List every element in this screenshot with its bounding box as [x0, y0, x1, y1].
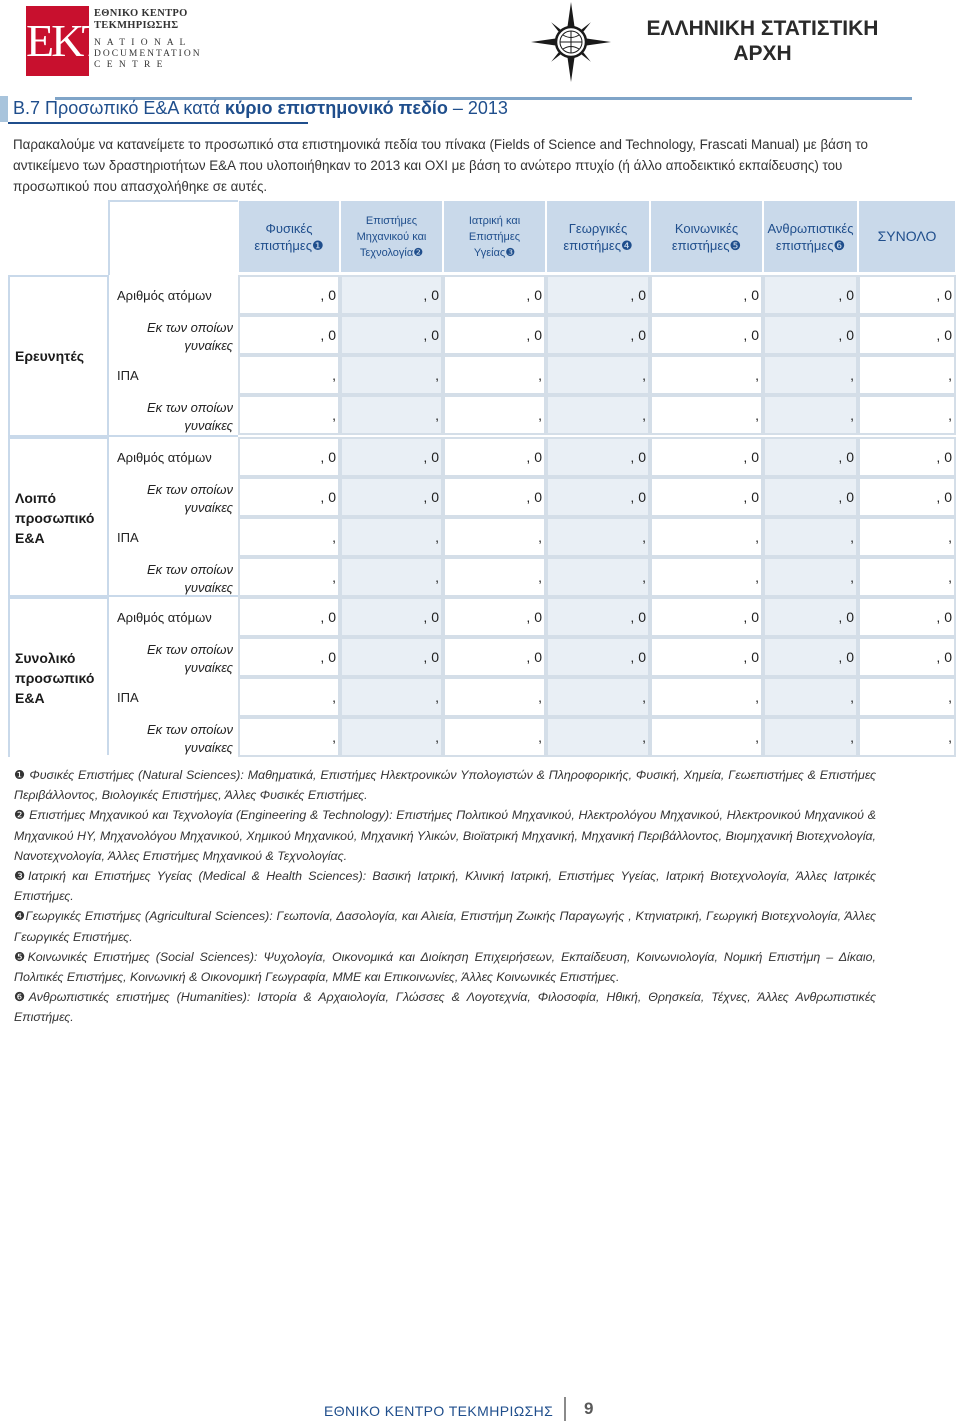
value-field[interactable]: , 0 — [546, 637, 650, 677]
value-field[interactable]: , — [238, 677, 340, 717]
value-field[interactable]: , 0 — [858, 637, 956, 677]
value-field[interactable]: , — [340, 517, 443, 557]
value-field[interactable]: , 0 — [238, 597, 340, 637]
value-field[interactable]: , — [238, 717, 340, 757]
column-header-line: ΣΥΝΟΛΟ — [877, 228, 937, 244]
row-label-women: Εκ των οποίων γυναίκες — [108, 637, 238, 677]
value-field[interactable]: , 0 — [650, 597, 763, 637]
value-field[interactable]: , 0 — [340, 477, 443, 517]
row-label-women: Εκ των οποίων γυναίκες — [108, 557, 238, 597]
value-field[interactable]: , — [546, 717, 650, 757]
column-header — [340, 200, 443, 275]
value-field[interactable]: , 0 — [858, 597, 956, 637]
value-field[interactable]: , — [340, 557, 443, 597]
column-header-line: Υγείας❸ — [473, 246, 516, 259]
value-field[interactable]: , 0 — [763, 437, 858, 477]
value-field[interactable]: , — [546, 517, 650, 557]
value-field[interactable]: , 0 — [763, 597, 858, 637]
ekt-logo-gr-line: ΤΕΚΜΗΡΙΩΣΗΣ — [94, 20, 179, 31]
value-field[interactable]: , 0 — [340, 597, 443, 637]
value-field[interactable]: , — [443, 677, 546, 717]
value-field[interactable]: , — [763, 355, 858, 395]
column-header-line: Μηχανικού και — [356, 230, 427, 243]
value-field[interactable]: , — [238, 395, 340, 435]
section-title: B.7 Προσωπικό Ε&Α κατά κύριο επιστημονικό πεδίο – 2013 — [13, 98, 508, 118]
page-number: 9 — [584, 1399, 594, 1418]
ekt-logo-en-line: N A T I O N A L — [94, 38, 188, 48]
value-field[interactable]: , 0 — [546, 437, 650, 477]
value-field[interactable]: , — [340, 717, 443, 757]
value-field[interactable]: , — [546, 677, 650, 717]
footer-divider — [564, 1397, 566, 1421]
value-field[interactable]: , 0 — [443, 637, 546, 677]
value-field[interactable]: , — [238, 355, 340, 395]
value-field[interactable]: , 0 — [546, 275, 650, 315]
row-label-fte: ΙΠΑ — [108, 677, 238, 717]
value-field[interactable]: , 0 — [546, 597, 650, 637]
column-header-line: επιστήμες❶ — [254, 237, 324, 253]
row-group-label: Συνολικό προσωπικό Ε&Α — [8, 597, 108, 757]
row-group-label: Λοιπό προσωπικό Ε&Α — [8, 437, 108, 597]
value-field[interactable]: , — [340, 677, 443, 717]
value-field[interactable]: , 0 — [763, 275, 858, 315]
value-field[interactable]: , — [858, 717, 956, 757]
column-header-line: Φυσικές — [265, 220, 313, 236]
value-field[interactable]: , 0 — [443, 437, 546, 477]
column-header — [763, 200, 858, 275]
group-divider — [8, 595, 238, 597]
value-field[interactable]: , 0 — [650, 437, 763, 477]
row-group-label: Ερευνητές — [8, 275, 108, 435]
value-field[interactable]: , 0 — [340, 437, 443, 477]
value-field[interactable]: , 0 — [763, 477, 858, 517]
value-field[interactable]: , 0 — [238, 315, 340, 355]
value-field[interactable]: , 0 — [858, 275, 956, 315]
row-label-women: Εκ των οποίων γυναίκες — [108, 717, 238, 757]
ekt-logo-mark: EKT — [26, 6, 89, 76]
value-field[interactable]: , — [443, 517, 546, 557]
value-field[interactable]: , — [650, 395, 763, 435]
row-label-fte: ΙΠΑ — [108, 517, 238, 557]
value-field[interactable]: , 0 — [443, 477, 546, 517]
title-accent — [0, 96, 8, 122]
value-field[interactable]: , 0 — [763, 637, 858, 677]
footnote: ❸Ιατρική και Επιστήμες Υγείας (Medical & Health Sciences): Βασική Ιατρική, Κλινική Ιατρική, Επιστήμες Υγείας, Ιατρική Βιοτεχνολογία, Άλλες Ιατρικές Επιστήμες. — [14, 869, 876, 904]
header-blank-cell — [108, 200, 238, 275]
column-header-line: Ιατρική και — [468, 214, 521, 227]
value-field[interactable]: , — [443, 717, 546, 757]
value-field[interactable]: , 0 — [650, 477, 763, 517]
ekt-logo — [26, 6, 202, 76]
column-header-line: Κοινωνικές — [674, 220, 739, 236]
value-field[interactable]: , 0 — [340, 275, 443, 315]
column-header — [858, 200, 956, 275]
column-header-line: επιστήμες❹ — [563, 237, 633, 253]
value-field[interactable]: , 0 — [858, 315, 956, 355]
value-field[interactable]: , — [650, 717, 763, 757]
value-field[interactable]: , — [858, 517, 956, 557]
value-field[interactable]: , — [443, 557, 546, 597]
column-header — [238, 200, 340, 275]
row-label-fte: ΙΠΑ — [108, 355, 238, 395]
value-field[interactable]: , — [858, 557, 956, 597]
value-field[interactable]: , — [238, 557, 340, 597]
intro-paragraph: Παρακαλούμε να κατανείμετε το προσωπικό στα επιστημονικά πεδία του πίνακα (Fields of Science and Technology, Frascati Manual) με βάση το αντικείμενο των δραστηριοτήτων Ε&Α που υλοποιήθηκαν το 2013 και ΟΧΙ με βάση το ανώτερο πτυχίο (ή άλλο αποδεικτικό εκπαίδευσης) του προσωπικού που απασχολήθηκε σε αυτές. — [13, 137, 868, 194]
row-label-persons: Αριθμός ατόμων — [108, 597, 238, 637]
value-field[interactable]: , 0 — [546, 477, 650, 517]
column-header-line: Επιστήμες — [365, 214, 418, 227]
ekt-logo-text — [94, 8, 202, 71]
ekt-logo-en-line: C E N T R E — [94, 60, 165, 70]
value-field[interactable]: , 0 — [858, 437, 956, 477]
label-column-divider — [107, 275, 109, 755]
value-field[interactable]: , — [763, 517, 858, 557]
footnote: ❻Ανθρωπιστικές επιστήμες (Humanities): Ιστορία & Αρχαιολογία, Γλώσσες & Λογοτεχνία, Φιλοσοφία, Ηθική, Θρησκεία, Τέχνες, Άλλες Ανθρωπιστικές Επιστήμες. — [14, 990, 876, 1025]
footer-org: ΕΘΝΙΚΟ ΚΕΝΤΡΟ ΤΕΚΜΗΡΙΩΣΗΣ — [324, 1403, 554, 1419]
value-field[interactable]: , 0 — [238, 477, 340, 517]
column-header — [650, 200, 763, 275]
value-field[interactable]: , — [340, 355, 443, 395]
personnel-table — [8, 200, 956, 758]
value-field[interactable]: , 0 — [340, 315, 443, 355]
row-label-persons: Αριθμός ατόμων — [108, 437, 238, 477]
value-field[interactable]: , — [858, 355, 956, 395]
value-field[interactable]: , 0 — [238, 437, 340, 477]
value-field[interactable]: , — [763, 677, 858, 717]
footnotes — [14, 765, 876, 1028]
value-field[interactable]: , 0 — [443, 275, 546, 315]
footnote: ❷ Επιστήμες Μηχανικού και Τεχνολογία (Engineering & Technology): Επιστήμες Πολιτικού Μηχανικού, Ηλεκτρολόγου Μηχανικού, Ηλεκτρονικού Μηχανικού & Μηχανικού ΗΥ, Μηχανολόγου Μηχανικού, Χημικού Μηχανικού, Μηχανική Υλικών, Βιοϊατρική Μηχανική, Μηχανική Περιβάλλοντος, Βιομηχανική Βιοτεχνολογία, Νανοτεχνολογία, Άλλες Επιστήμες Μηχανικού & Τεχνολογίας. — [14, 808, 876, 863]
group-divider — [8, 435, 238, 437]
row-label-persons: Αριθμός ατόμων — [108, 275, 238, 315]
column-header-line: επιστήμες❺ — [671, 237, 742, 253]
value-field[interactable]: , — [546, 355, 650, 395]
value-field[interactable]: , — [443, 355, 546, 395]
value-field[interactable]: , 0 — [238, 275, 340, 315]
column-header-line: Ανθρωπιστικές — [767, 220, 854, 236]
value-field[interactable]: , 0 — [340, 637, 443, 677]
value-field[interactable]: , 0 — [443, 597, 546, 637]
value-field[interactable]: , — [650, 355, 763, 395]
value-field[interactable]: , — [763, 717, 858, 757]
value-field[interactable]: , — [443, 395, 546, 435]
value-field[interactable]: , — [546, 557, 650, 597]
footnote: ❶ Φυσικές Επιστήμες (Natural Sciences): Μαθηματικά, Επιστήμες Ηλεκτρονικών Υπολογιστών & Πληροφορικής, Φυσική, Χημεία, Γεωεπιστήμες & Επιστήμες Περιβάλλοντος, Βιολογικές Επιστήμες, Άλλες Φυσικές Επιστήμες. — [14, 768, 876, 803]
footnote: ❹Γεωργικές Επιστήμες (Agricultural Sciences): Γεωπονία, Δασολογία, και Αλιεία, Επιστήμη Ζωικής Παραγωγής , Κτηνιατρική, Γεωργική Βιοτεχνολογία, Άλλες Γεωργικές Επιστήμες. — [14, 909, 876, 944]
value-field[interactable]: , — [763, 395, 858, 435]
value-field[interactable]: , 0 — [763, 315, 858, 355]
value-field[interactable]: , — [650, 557, 763, 597]
value-field[interactable]: , — [238, 517, 340, 557]
value-field[interactable]: , — [546, 395, 650, 435]
elstat-star-emblem-icon — [531, 2, 611, 82]
agency-title: ΕΛΛΗΝΙΚΗ ΣΤΑΤΙΣΤΙΚΗ ΑΡΧΗ — [646, 17, 879, 65]
footnote: ❺Κοινωνικές Επιστήμες (Social Sciences): Ψυχολογία, Οικονομικά και Διοίκηση Επιχειρήσεων, Εκπαίδευση, Κοινωνιολογία, Νομική Επιστήμη – Δίκαιο, Πολιτικές Επιστήμες, Κοινωνική & Οικονομική Γεωγραφία, ΜΜΕ και Επικοινωνίες, Άλλες Κοινωνικές Επιστήμες. — [14, 949, 876, 985]
value-field[interactable]: , 0 — [650, 637, 763, 677]
value-field[interactable]: , — [763, 557, 858, 597]
row-label-women: Εκ των οποίων γυναίκες — [108, 315, 238, 355]
value-field[interactable]: , 0 — [650, 275, 763, 315]
value-field[interactable]: , 0 — [650, 315, 763, 355]
value-field[interactable]: , — [858, 395, 956, 435]
column-header-line: Τεχνολογία❷ — [359, 246, 424, 259]
ekt-logo-gr-line: ΕΘΝΙΚΟ ΚΕΝΤΡΟ — [94, 8, 188, 19]
ekt-logo-en-line: DOCUMENTATION — [94, 49, 202, 59]
column-header-line: Επιστήμες — [468, 230, 521, 243]
value-field[interactable]: , — [650, 517, 763, 557]
value-field[interactable]: , — [650, 677, 763, 717]
row-label-women: Εκ των οποίων γυναίκες — [108, 395, 238, 435]
title-underline — [8, 122, 308, 124]
column-header — [546, 200, 650, 275]
row-label-women: Εκ των οποίων γυναίκες — [108, 477, 238, 517]
value-field[interactable]: , — [340, 395, 443, 435]
column-header-line: Γεωργικές — [568, 220, 628, 236]
value-field[interactable]: , 0 — [546, 315, 650, 355]
value-field[interactable]: , 0 — [238, 637, 340, 677]
column-header-line: επιστήμες❻ — [775, 237, 846, 253]
value-field[interactable]: , 0 — [443, 315, 546, 355]
column-header — [443, 200, 546, 275]
value-field[interactable]: , — [858, 677, 956, 717]
value-field[interactable]: , 0 — [858, 477, 956, 517]
